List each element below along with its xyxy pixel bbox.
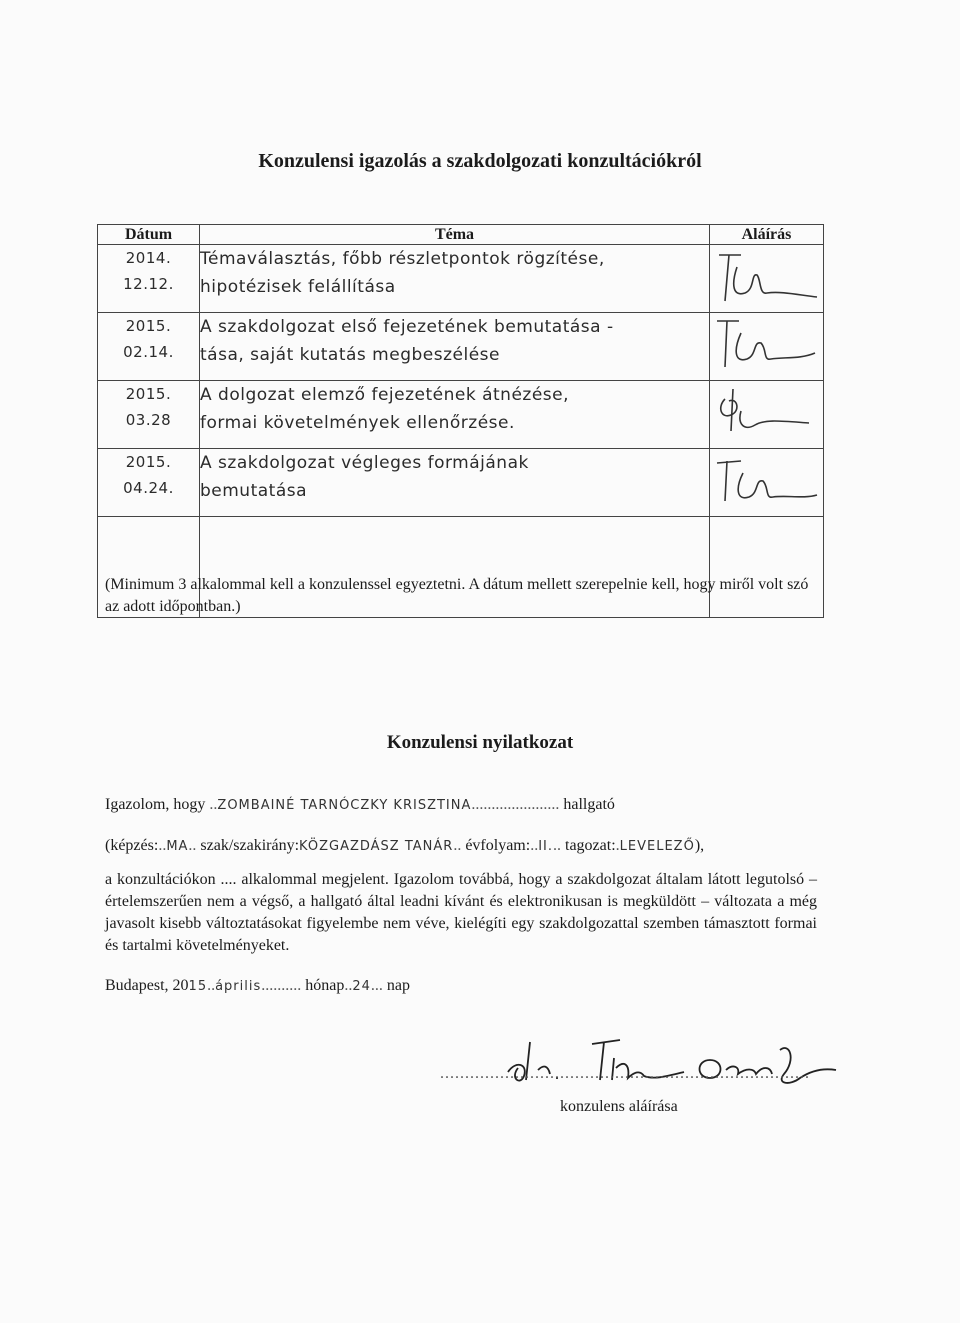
date-cell bbox=[98, 381, 200, 449]
student-suffix: hallgató bbox=[563, 796, 615, 813]
table-row bbox=[98, 313, 824, 381]
mode-label: tagozat: bbox=[565, 837, 616, 854]
date-year: 2015. bbox=[125, 385, 172, 403]
month-label: hónap bbox=[305, 977, 345, 994]
header-topic: Téma bbox=[200, 225, 710, 245]
sign-cell bbox=[710, 313, 824, 381]
date-cell bbox=[98, 313, 200, 381]
signature-mark bbox=[711, 313, 823, 375]
sign-cell bbox=[710, 449, 824, 517]
date-year: 2014. bbox=[125, 249, 172, 267]
training-value: MA bbox=[166, 839, 189, 854]
date-day: 04.24. bbox=[123, 479, 174, 497]
date-day: 02.14. bbox=[123, 343, 174, 361]
topic-line: bemutatása bbox=[200, 481, 308, 501]
document-title: Konzulensi igazolás a szakdolgozati konzultációkról bbox=[258, 150, 702, 172]
topic-line: formai követelmények ellenőrzése. bbox=[200, 413, 515, 433]
training-label: (képzés: bbox=[105, 837, 159, 854]
table-header-row bbox=[98, 225, 824, 245]
student-line: Igazolom, hogy ..ZOMBAINÉ TARNÓCZKY KRISZTINA...................... hallgató bbox=[105, 796, 615, 813]
signature-mark bbox=[711, 449, 823, 511]
topic-cell bbox=[200, 313, 710, 381]
declaration-paragraph: a konzultációkon .... alkalommal megjelent. Igazolom továbbá, hogy a szakdolgozat általam látott legutolsó – értelemszerűen nem a végső, a hallgató által leadni kívánt és elektronikusan is megküldött – változata a még javasolt kisebb változtatásokat figyelembe nem véve, kielégíti egy szakdolgozattal szemben támasztott formai és tartalmi követelményeket. bbox=[105, 871, 817, 954]
year-label: évfolyam: bbox=[465, 837, 531, 854]
topic-line: tása, saját kutatás megbeszélése bbox=[200, 345, 500, 365]
date-day: 03.28 bbox=[125, 411, 172, 429]
topic-cell bbox=[200, 381, 710, 449]
date-cell bbox=[98, 449, 200, 517]
date-year: 2015. bbox=[125, 453, 172, 471]
sign-cell bbox=[710, 245, 824, 313]
topic-cell bbox=[200, 449, 710, 517]
signature-caption: konzulens aláírása bbox=[560, 1098, 678, 1115]
day-value: 24 bbox=[352, 979, 371, 994]
date-year: 2015. bbox=[125, 317, 172, 335]
table-row bbox=[98, 449, 824, 517]
topic-line: hipotézisek felállítása bbox=[200, 277, 396, 297]
line-close: ), bbox=[694, 837, 705, 854]
table-note: (Minimum 3 alkalommal kell a konzulenssel egyeztetni. A dátum mellett szerepelnie kell, hogy miről volt szó az adott időpontban.) bbox=[105, 576, 809, 615]
consultation-table bbox=[97, 224, 824, 618]
day-label: nap bbox=[386, 977, 411, 994]
topic-line: A dolgozat elemző fejezetének átnézése, bbox=[200, 385, 570, 405]
signature-mark bbox=[711, 245, 823, 307]
city-label: Budapest, 20 bbox=[105, 977, 189, 994]
signature-mark bbox=[711, 381, 823, 443]
student-prefix: Igazolom, hogy bbox=[105, 796, 206, 813]
table-row bbox=[98, 245, 824, 313]
mode-value: LEVELEZŐ bbox=[619, 839, 695, 854]
month-value: április bbox=[215, 979, 262, 994]
major-value: KÖZGAZDÁSZ TANÁR bbox=[299, 839, 454, 854]
sign-cell bbox=[710, 381, 824, 449]
table-row bbox=[98, 381, 824, 449]
topic-line: A szakdolgozat első fejezetének bemutatása - bbox=[200, 317, 614, 337]
header-sign: Aláírás bbox=[710, 225, 824, 245]
student-name: ZOMBAINÉ TARNÓCZKY KRISZTINA bbox=[217, 798, 472, 813]
signature-dotted-line: .......................................................................... bbox=[440, 1065, 810, 1082]
declaration-title: Konzulensi nyilatkozat bbox=[386, 732, 574, 753]
training-line: (képzés:..MA.. szak/szakirány:KÖZGAZDÁSZ TANÁR.. évfolyam:..II... tagozat:.LEVELEZŐ), bbox=[105, 837, 705, 854]
major-label: szak/szakirány: bbox=[200, 837, 300, 854]
year-value: II. bbox=[538, 839, 553, 854]
date-cell bbox=[98, 245, 200, 313]
year-value: 15 bbox=[188, 979, 208, 994]
date-day: 12.12. bbox=[123, 275, 174, 293]
header-date: Dátum bbox=[98, 225, 200, 245]
topic-line: Témaválasztás, főbb részletpontok rögzítése, bbox=[200, 249, 605, 269]
topic-line: A szakdolgozat végleges formájának bbox=[200, 453, 529, 473]
topic-cell bbox=[200, 245, 710, 313]
date-line: Budapest, 2015..április.......... hónap..24... nap bbox=[105, 977, 411, 994]
